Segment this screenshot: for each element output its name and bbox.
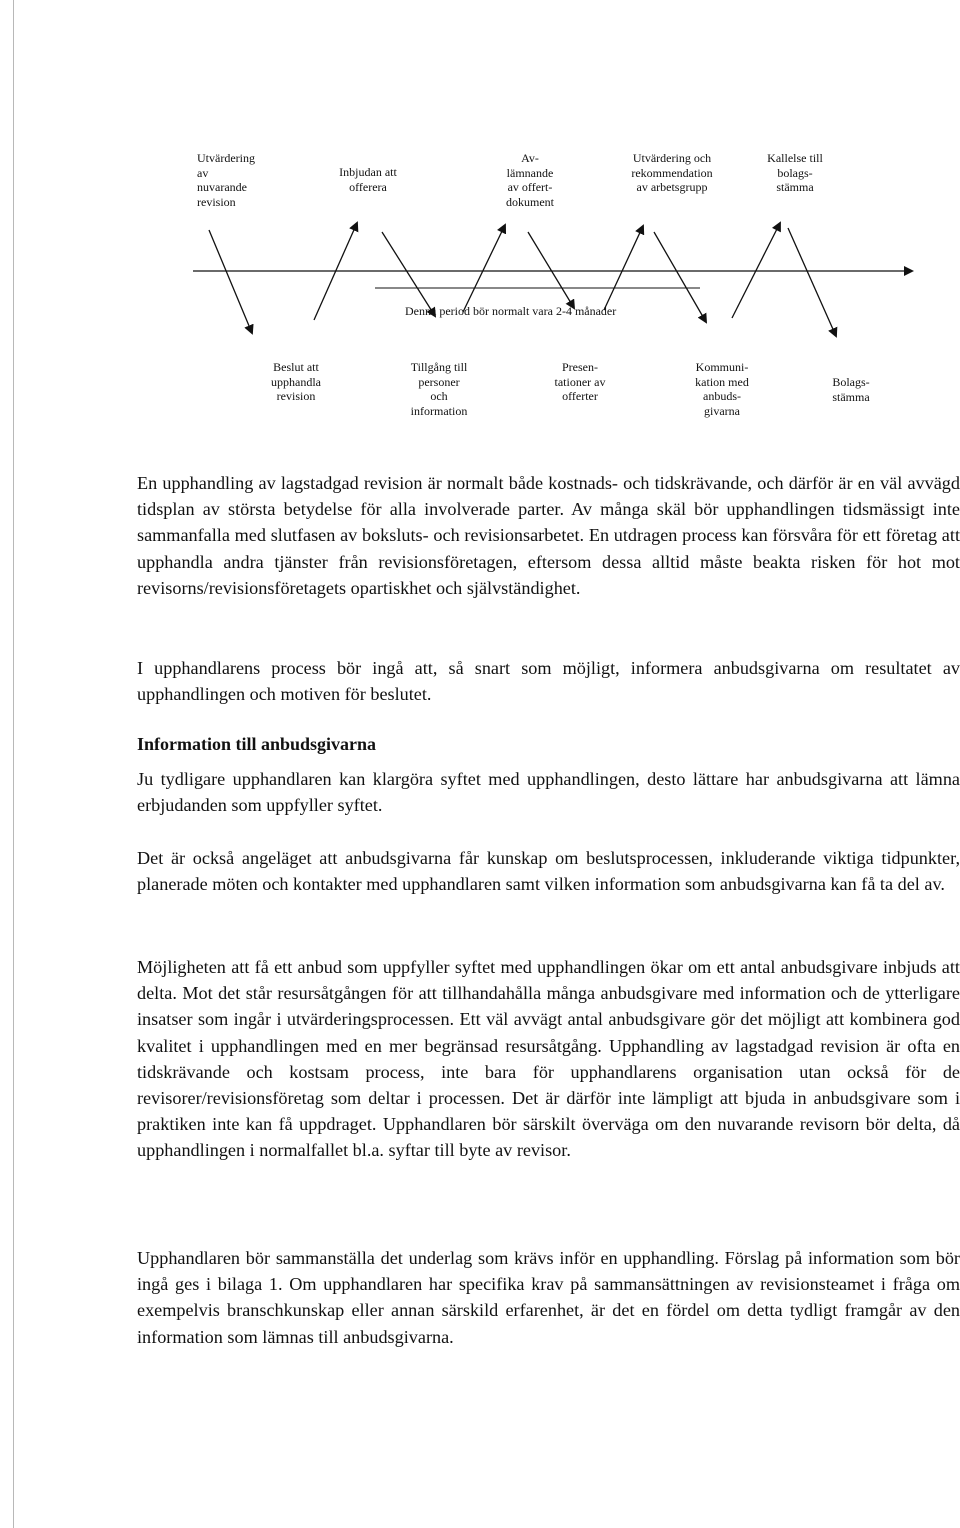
top-label-utvardering-rekommendation: Utvärdering och rekommendation av arbetsgrupp [631,151,713,194]
paragraph-tidsplan [137,470,960,601]
section-heading: Information till anbudsgivarna [137,734,377,754]
arrow-utvardering [604,226,643,310]
bottom-label-presentationer: Presen- tationer av offerter [554,360,606,403]
bottom-label-tillgang: Tillgång till personer och information [410,360,468,418]
arrow-bolagsstamma [788,228,836,336]
arrow-kommunikation [654,232,706,322]
arrow-presentationer [528,232,574,308]
top-label-kallelse: Kallelse till bolags- stämma [767,151,823,194]
paragraph-text: Upphandlaren bör sammanställa det underlag som krävs inför en upphandling. Förslag på information som bör ingå ges i bilaga 1. Om upphandlaren har specifika krav på sammansättningen av revisionsteamet i fråga om exempelvis branschkunskap eller annan särskild erfarenhet, är det en fördel om detta tydligt framgår av den information som lämnas till anbudsgivarna. [137,1248,960,1347]
paragraph-text: En upphandling av lagstadgad revision är normalt både kostnads- och tidskrävande, och därför är en väl avvägd tidsplan av största betydelse för alla involverade parter. Av många skäl bör upphandlingen tidsmässigt inte sammanfalla med slutfasen av boksluts- och revisionsarbetet. En utdragen process kan försvåra för ett företag att upphandla andra tjänster från revisionsföretagen, eftersom dessa alltid måste beakta risken för hot mot revisorns/revisionsföretagets opartiskhet och självständighet. [137,473,960,598]
paragraph-antal-anbudsgivare [137,954,960,1164]
top-label-avlamnande: Av- lämnande av offert- dokument [506,151,554,209]
period-note: Denna period bör normalt vara 2-4 månader [405,304,617,318]
paragraph-text: Ju tydligare upphandlaren kan klargöra syftet med upphandlingen, desto lättare har anbudsgivarna att lämna erbjudanden som uppfyller syftet. [137,769,960,816]
paragraph-text: I upphandlarens process bör ingå att, så snart som möjligt, informera anbudsgivarna om resultatet av upphandlingen och motiven för beslutet. [137,658,960,705]
bottom-label-beslut: Beslut att upphandla revision [271,360,321,403]
bottom-label-bolagsstamma: Bolags- stämma [832,375,870,404]
paragraph-syfte [137,766,960,818]
timeline-diagram [0,0,960,440]
paragraph-text: Möjligheten att få ett anbud som uppfyller syftet med upphandlingen ökar om ett antal anbudsgivare inbjuds att delta. Mot det står resursåtgången för att tillhandahålla många anbudsgivare med information och de ytterligare insatser som ingår i utvärderingsprocessen. Ett väl avvägt antal anbudsgivare gör det möjligt att kombinera god kvalitet i upphandlingen med en mer begränsad resursåtgång. Upphandling av lagstadgad revision är ofta en tidskrävande och kostsam process, inte bara för upphandlarens organisation utan också för de revisorer/revisionsföretag som deltar i processen. Det är därför inte lämpligt att bjuda in anbudsgivare som i praktiken inte kan få uppdraget. Upphandlaren bör särskilt överväga om den nuvarande revisorn bör delta, då upphandlingen i normalfallet bl.a. syftar till byte av revisor. [137,957,960,1161]
arrow-avlamnande [463,225,505,312]
arrow-beslut [209,230,252,333]
paragraph-underlag [137,1245,960,1350]
top-label-inbjudan: Inbjudan att offerera [339,165,397,194]
bottom-label-kommunikation: Kommuni- kation med anbuds- givarna [695,360,749,418]
paragraph-beslutsprocess [137,845,960,897]
paragraph-text: Det är också angeläget att anbudsgivarna får kunskap om beslutsprocessen, inkluderande viktiga tidpunkter, planerade möten och kontakter med upphandlaren samt vilken information som anbudsgivarna kan få ta del av. [137,848,960,895]
paragraph-resultat [137,655,960,707]
top-label-utvardering-revision: Utvärdering av nuvarande revision [197,151,255,209]
